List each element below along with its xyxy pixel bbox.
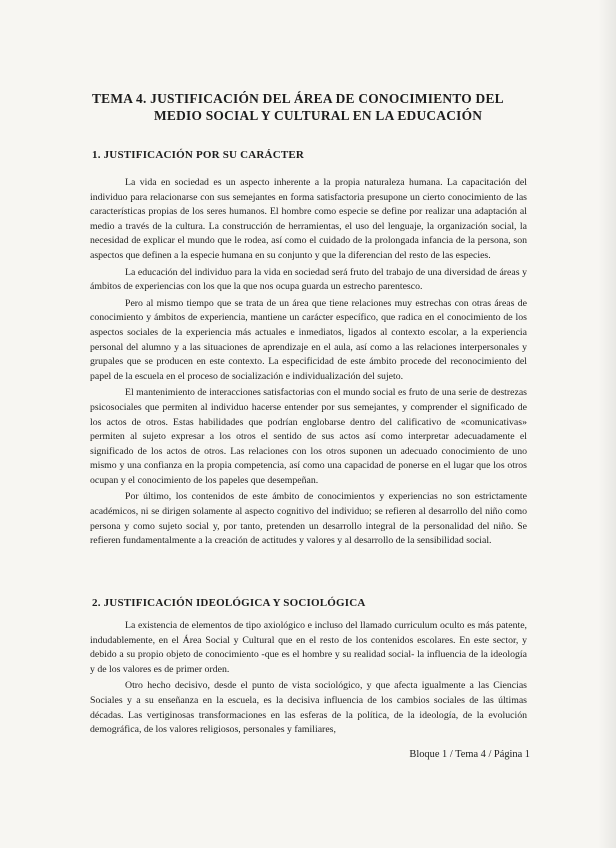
paragraph: Pero al mismo tiempo que se trata de un área que tiene relaciones muy estrechas con otras áreas de conocimiento y ámbitos de experiencia, mantiene un carácter específico, que radica en el conocimiento de los aspectos sociales de la experiencia más actuales e inmediatos, ligados al contexto escolar, a la experiencia personal del alumno y a las situaciones de aprendizaje en el aula, así como a las relaciones interpersonales y grupales que se producen en este contexto. La especificidad de este ámbito procede del reconocimiento del papel de la escuela en el proceso de socialización e individualización del sujeto. [90, 297, 527, 382]
title-line-2: MEDIO SOCIAL Y CULTURAL EN LA EDUCACIÓN [154, 108, 483, 123]
section-2-body [90, 619, 527, 740]
paragraph: El mantenimiento de interacciones satisfactorias con el mundo social es fruto de una serie de destrezas psicosociales que permiten al individuo hacerse entender por sus semejantes, y comprender el significado de los actos de otros. Estas habilidades que podrían englobarse dentro del calificativo de «comunicativas» permiten al sujeto expresar a los otros el sentido de sus actos así como interpretar adecuadamente el significado de los actos de otros. Las relaciones con los otros suponen un adecuado conocimiento de uno mismo y una confianza en la propia competencia, así como una capacidad de ponerse en el lugar que los otros ocupan y el conocimiento de los papeles que desempeñan. [90, 387, 527, 486]
page-footer: Bloque 1 / Tema 4 / Página 1 [409, 749, 530, 760]
section-2-heading: 2. JUSTIFICACIÓN IDEOLÓGICA Y SOCIOLÓGICA [92, 597, 366, 609]
title-line-1: TEMA 4. JUSTIFICACIÓN DEL ÁREA DE CONOCIMIENTO DEL [92, 91, 504, 106]
scan-shadow [598, 0, 616, 848]
paragraph: Otro hecho decisivo, desde el punto de vista sociológico, y que afecta igualmente a las Ciencias Sociales y a su enseñanza en la escuela, es la decisiva influencia de los cambios sociales de las últimas décadas. Las vertiginosas transformaciones en las esferas de la política, de la ideología, de la evolución demográfica, de los valores religiosos, personales y familiares, [90, 680, 527, 736]
section-1-body [90, 176, 527, 551]
paragraph: La vida en sociedad es un aspecto inherente a la propia naturaleza humana. La capacitación del individuo para relacionarse con sus semejantes en forma satisfactoria presupone un cierto conocimiento de las características propias de los seres humanos. El hombre como especie se define por realizar una adaptación al medio a través de la cultura. La construcción de herramientas, el uso del lenguaje, la organización social, la necesidad de explicar el mundo que le rodea, así como el cuidado de la prolongada infancia de la persona, son aspectos que definen a la especie humana en su conjunto y que la diferencian del resto de las especies. [90, 177, 527, 261]
paragraph: Por último, los contenidos de este ámbito de conocimientos y experiencias no son estrictamente académicos, ni se dirigen solamente al aspecto cognitivo del individuo; se refieren al desarrollo del niño como persona y como sujeto social y, por tanto, pretenden un desarrollo integral de la personalidad del niño. Se refieren fundamentalmente a la creación de actitudes y valores y al desarrollo de la sensibilidad social. [90, 491, 527, 547]
paragraph: La existencia de elementos de tipo axiológico e incluso del llamado curriculum oculto es más patente, indudablemente, en el Área Social y Cultural que en el resto de los contenidos escolares. En este sector, y debido a su propio objeto de conocimiento -que es el hombre y su realidad social- la influencia de la ideología y de los valores es de primer orden. [90, 620, 527, 675]
section-1-heading: 1. JUSTIFICACIÓN POR SU CARÁCTER [92, 149, 305, 161]
paragraph: La educación del individuo para la vida en sociedad será fruto del trabajo de una diversidad de áreas y ámbitos de experiencias con los que la que nos ocupa guarda un estrecho parentesco. [90, 266, 527, 293]
document-title [92, 90, 532, 124]
